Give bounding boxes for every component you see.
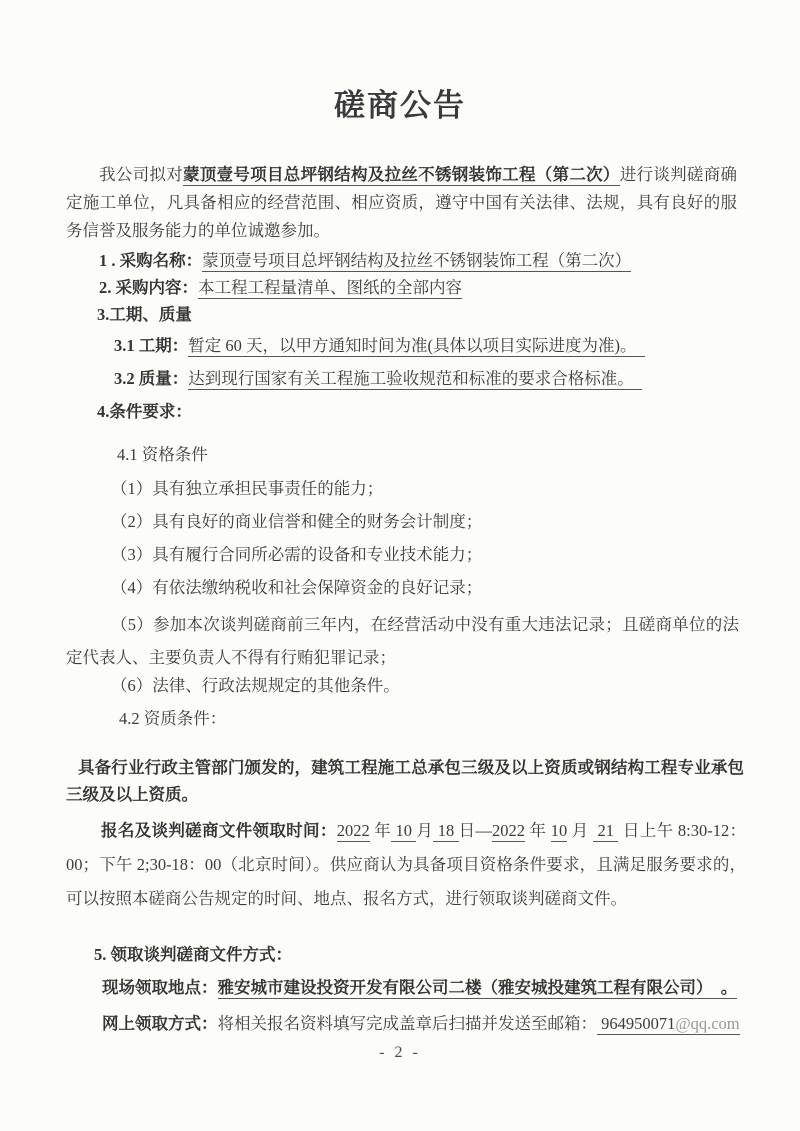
quality-value: 达到现行国家有关工程施工验收规范和标准的要求合格标准。 (188, 368, 642, 388)
page-title: 磋商公告 (334, 88, 466, 123)
date-segment: 2022 (492, 820, 526, 840)
quality-label: 3.2 质量： (114, 368, 189, 388)
online-pickup-label: 网上领取方式： (102, 1013, 218, 1033)
subsection-4-2-heading: 4.2 资质条件： (119, 708, 227, 728)
quality-row (114, 365, 642, 393)
project-name-highlight: 蒙顶壹号项目总坪钢结构及拉丝不锈钢装饰工程（第二次） (183, 164, 620, 184)
email-domain-part: @qq.com (675, 1013, 740, 1033)
section-3-heading: 3.工期、质量 (97, 304, 192, 324)
online-pickup-row (102, 1010, 740, 1038)
online-pickup-text: 将相关报名资料填写完成盖章后扫描并发送至邮箱： (217, 1013, 597, 1033)
duration-row (114, 332, 645, 360)
condition-item-4: （4）有依法缴纳税收和社会保障资金的良好记录； (111, 577, 483, 597)
date-segment: 年 (369, 820, 391, 840)
qualification-paragraph: 具备行业行政主管部门颁发的，建筑工程施工总承包三级及以上资质或钢结构工程专业承包三级及以上资质。 (66, 757, 744, 804)
subsection-4-1-heading: 4.1 资格条件 (117, 444, 208, 464)
pickup-time-paragraph (66, 814, 746, 916)
date-segment: 年 (525, 820, 551, 840)
procurement-name-row (99, 247, 631, 275)
onsite-pickup-label: 现场领取地点： (102, 977, 218, 997)
procurement-content-value: 本工程工程量清单、图纸的全部内容 (198, 277, 462, 297)
page-number: - 2 - (379, 1044, 421, 1061)
procurement-content-label: 2. 采购内容： (99, 277, 198, 297)
date-segment: 10 (390, 820, 417, 840)
date-segment: 18 (433, 820, 459, 840)
section-5-heading: 5. 领取谈判磋商文件方式： (94, 944, 292, 964)
contact-email (597, 1014, 740, 1035)
intro-lead: 我公司拟对 (99, 164, 183, 184)
section-4-heading: 4.条件要求： (97, 401, 192, 421)
condition-item-2: （2）具有良好的商业信誉和健全的财务会计制度； (111, 511, 483, 531)
onsite-pickup-row (102, 974, 737, 1002)
condition-item-3: （3）具有履行合同所必需的设备和专业技术能力； (111, 544, 483, 564)
date-segment: 日— (458, 820, 493, 840)
intro-paragraph (66, 161, 737, 245)
condition-item-5: （5）参加本次谈判磋商前三年内，在经营活动中没有重大违法记录；且磋商单位的法定代表人、主要负责人不得有行贿犯罪记录； (66, 614, 739, 667)
onsite-pickup-value: 雅安城市建设投资开发有限公司二楼（雅安城投建筑工程有限公司） 。 (217, 977, 738, 997)
email-user-part: 964950071 (597, 1013, 676, 1033)
pickup-time-label: 报名及谈判磋商文件领取时间： (101, 820, 337, 840)
condition-item-6: （6）法律、行政法规规定的其他条件。 (111, 675, 400, 695)
date-segment: 10 (550, 820, 568, 840)
date-segment: 21 (593, 820, 619, 840)
procurement-name-label: 1 . 采购名称： (99, 250, 203, 270)
date-segment: 月 (416, 820, 434, 840)
procurement-name-value: 蒙顶壹号项目总坪钢结构及拉丝不锈钢装饰工程（第二次） (202, 250, 632, 270)
procurement-content-row (99, 274, 462, 302)
duration-value: 暂定 60 天，以甲方通知时间为准(具体以项目实际进度为准)。 (188, 335, 645, 355)
date-segment: 月 (567, 820, 594, 840)
condition-item-1: （1）具有独立承担民事责任的能力； (111, 478, 384, 498)
duration-label: 3.1 工期： (114, 335, 189, 355)
schedule-tail-text: 日上午 8:30-12：00；下午 2;30-18：00（北京时间）。供应商认为具备项目资格条件要求，且满足服务要求的，可以按照本磋商公告规定的时间、地点、报名方式，进行领取谈判磋商文件。 (66, 820, 747, 908)
date-segment: 2022 (336, 820, 370, 840)
intro-tail: 进行谈判磋商确定施工单位，凡具备相应的经营范围、相应资质，遵守中国有关法律、法规，具有良好的服务信誉及服务能力的单位诚邀参加。 (66, 164, 738, 240)
